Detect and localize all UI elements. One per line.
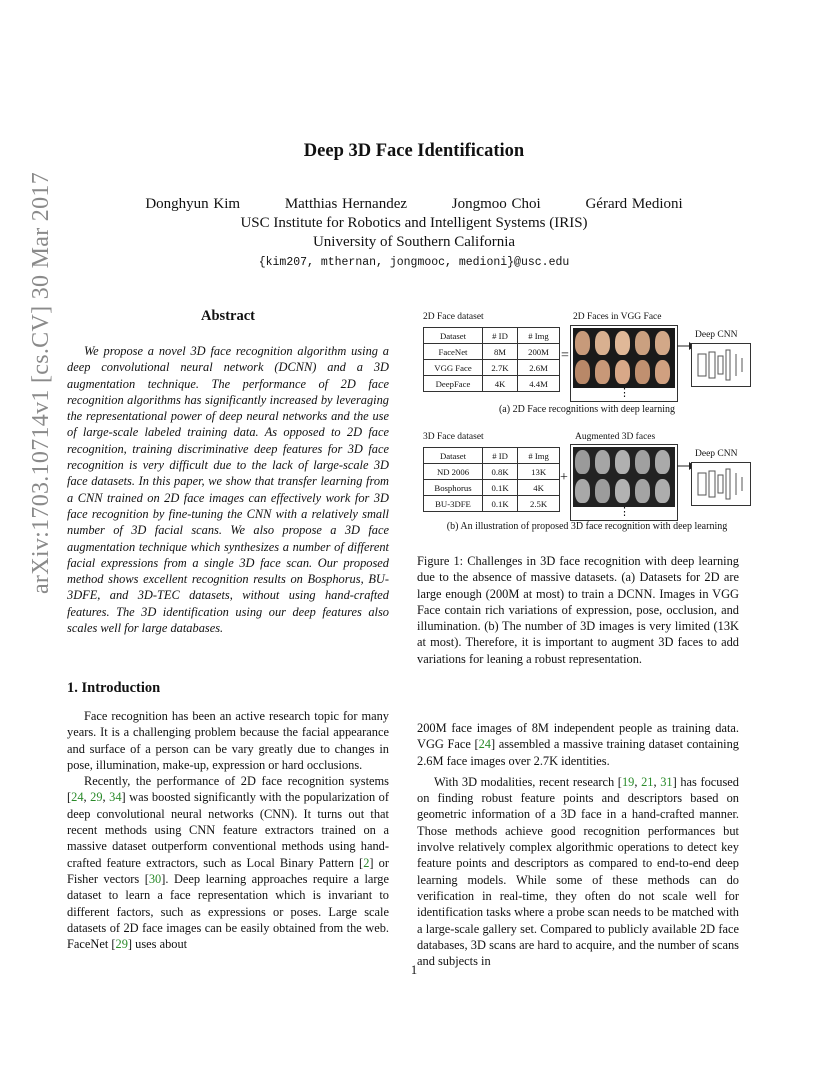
table-2d-datasets bbox=[423, 327, 560, 392]
deep-cnn-label: Deep CNN bbox=[695, 330, 738, 340]
ellipsis-indicator: ⋮ bbox=[619, 387, 630, 399]
table-cell: 200M bbox=[518, 344, 560, 360]
table-cell: 0.8K bbox=[483, 464, 518, 480]
vgg-face-photo-collage bbox=[573, 328, 675, 388]
body-paragraph: 200M face images of 8M independent people as training data. VGG Face [24] assembled a massive training dataset containing 2.6M face images over 2.7K identities. bbox=[417, 721, 739, 768]
table-header-cell: # ID bbox=[483, 328, 518, 344]
table-header-cell: # ID bbox=[483, 448, 518, 464]
table-cell: Bosphorus bbox=[424, 480, 483, 496]
subcaption-b: (b) An illustration of proposed 3D face recognition with deep learning bbox=[446, 521, 728, 532]
author-name: Gérard Medioni bbox=[585, 196, 683, 212]
intro-paragraph-2: Recently, the performance of 2D face recognition systems [24, 29, 34] was boosted significantly with the popularization of deep convolutional neural networks (CNN). It turns out that recent methods using CNN feature extractors trained on a massive dataset outperform conventional methods using hand-crafted feature extractors, such as Local Binary Pattern [2] or Fisher vectors [30]. Deep learning approaches require a large dataset to learn a face representation which is invariant to different factors, such as expressions or poses. Large scale datasets of 2D face images can be easily obtained from the web. FaceNet [29] uses about bbox=[67, 774, 389, 952]
paper-title: Deep 3D Face Identification bbox=[303, 141, 525, 161]
table-cell: 4K bbox=[483, 376, 518, 392]
table-header-cell: # Img bbox=[518, 328, 560, 344]
author-name: Donghyun Kim bbox=[145, 196, 241, 212]
citation-link[interactable]: 30 bbox=[148, 871, 162, 886]
author-emails: {kim207, mthernan, jongmooc, medioni}@usc.edu bbox=[258, 256, 570, 269]
table-header-cell: # Img bbox=[518, 448, 560, 464]
vgg-face-image-grid bbox=[570, 325, 678, 402]
figure-label-2d-dataset: 2D Face dataset bbox=[423, 312, 484, 322]
figure-label-augmented-faces: Augmented 3D faces bbox=[575, 432, 656, 442]
author-list bbox=[0, 196, 828, 213]
citation-link[interactable]: 19 bbox=[621, 774, 635, 789]
table-cell: ND 2006 bbox=[424, 464, 483, 480]
figure-1 bbox=[417, 310, 757, 538]
intro-body bbox=[67, 708, 389, 952]
figure-1-caption: Figure 1: Challenges in 3D face recognition with deep learning due to the absence of massive datasets. (a) Datasets for 2D are large enough (200M at most) to train a DCNN. Images in VGG Face contain rich variations of expression, pose, occlusion, and illumination. (b) The number of 3D images is very limited (13K at most). Therefore, it is important to augment 3D faces to add variations for leaning a robust representation. bbox=[417, 554, 739, 666]
body-paragraph: With 3D modalities, recent research [19, 21, 31] has focused on finding robust feature points and descriptors based on geometric information of a 3D face in a hand-crafted manner. Those methods achieve good recognition performances but involve relatively complex algorithmic operations to detect key feature points and descriptors as compared to end-to-end deep learning models. While some of these methods can do verification in real-time, they often do not scale well for identification tasks where a probe scan needs to be matched with a large-scale gallery set. Compared to publicly available 2D face databases, 3D scans are hard to acquire, and the number of scans and subjects in bbox=[417, 774, 740, 969]
table-cell: 8M bbox=[483, 344, 518, 360]
intro-paragraph-1: Face recognition has been an active research topic for many years. It is a challenging problem because the facial appearance and surface of a person can be vary greatly due to changes in pose, illumination, make-up, expression or hard occlusions. bbox=[67, 709, 389, 772]
table-cell: DeepFace bbox=[424, 376, 483, 392]
deep-cnn-label: Deep CNN bbox=[695, 449, 738, 459]
citation-link[interactable]: 2 bbox=[363, 855, 370, 870]
table-cell: 2.7K bbox=[483, 360, 518, 376]
figure-label-3d-dataset: 3D Face dataset bbox=[423, 432, 484, 442]
table-cell: 4K bbox=[518, 480, 560, 496]
ellipsis-indicator: ⋮ bbox=[619, 506, 630, 518]
table-cell: 4.4M bbox=[518, 376, 560, 392]
citation-link[interactable]: 24 bbox=[71, 790, 84, 805]
right-column-body bbox=[417, 720, 739, 969]
augmented-3d-face-collage bbox=[573, 447, 675, 507]
table-cell: FaceNet bbox=[424, 344, 483, 360]
table-cell: 0.1K bbox=[483, 480, 518, 496]
table-cell: 2.5K bbox=[518, 496, 560, 512]
plus-sign: + bbox=[560, 470, 568, 485]
augmented-3d-face-grid bbox=[570, 444, 678, 521]
author-name: Matthias Hernandez bbox=[284, 196, 408, 212]
table-cell: BU-3DFE bbox=[424, 496, 483, 512]
citation-link[interactable]: 34 bbox=[109, 790, 122, 805]
affiliation-line-2: University of Southern California bbox=[312, 234, 516, 250]
author-name: Jongmoo Choi bbox=[451, 196, 541, 212]
arxiv-identifier: arXiv:1703.10714v1 [cs.CV] 30 Mar 2017 bbox=[28, 172, 54, 595]
equals-sign: = bbox=[561, 348, 569, 363]
table-cell: 2.6M bbox=[518, 360, 560, 376]
table-cell: 13K bbox=[518, 464, 560, 480]
abstract-heading: Abstract bbox=[201, 308, 255, 324]
citation-link[interactable]: 21 bbox=[641, 774, 654, 789]
section-heading-introduction: 1. Introduction bbox=[67, 680, 161, 696]
figure-label-vgg-faces: 2D Faces in VGG Face bbox=[573, 312, 662, 322]
citation-link[interactable]: 24 bbox=[478, 737, 491, 752]
table-header-cell: Dataset bbox=[424, 328, 483, 344]
table-3d-datasets bbox=[423, 447, 560, 512]
table-cell: VGG Face bbox=[424, 360, 483, 376]
citation-link[interactable]: 29 bbox=[90, 790, 103, 805]
subcaption-a: (a) 2D Face recognitions with deep learning bbox=[498, 404, 676, 415]
abstract-body: We propose a novel 3D face recognition algorithm using a deep convolutional neural network (DCNN) and a 3D augmentation technique. The performance of 2D face recognition algorithms has significantly increased by leveraging the representational power of deep neural networks and the use of large-scale labeled training data. As opposed to 2D face recognition, training discriminative deep features for 3D face recognition is very difficult due to the lack of large-scale 3D face datasets. In this paper, we show that transfer learning from a CNN trained on 2D face images can effectively work for 3D face recognition by fine-tuning the CNN with a relatively small number of 3D facial scans. We also propose a 3D face augmentation technique which synthesizes a number of different facial expressions from a single 3D face scan. Our proposed method shows excellent recognition results on Bosphorus, BU-3DFE, and 3D-TEC datasets, without using hand-crafted features. The 3D identification using our deep features also scales well for large databases. bbox=[67, 344, 389, 636]
table-cell: 0.1K bbox=[483, 496, 518, 512]
page-number: 1 bbox=[410, 963, 418, 977]
cnn-diagram-icon bbox=[691, 462, 751, 506]
affiliation-line-1: USC Institute for Robotics and Intelligent Systems (IRIS) bbox=[240, 215, 588, 231]
cnn-diagram-icon bbox=[691, 343, 751, 387]
table-header-cell: Dataset bbox=[424, 448, 483, 464]
citation-link[interactable]: 29 bbox=[115, 937, 128, 952]
citation-link[interactable]: 31 bbox=[660, 774, 673, 789]
